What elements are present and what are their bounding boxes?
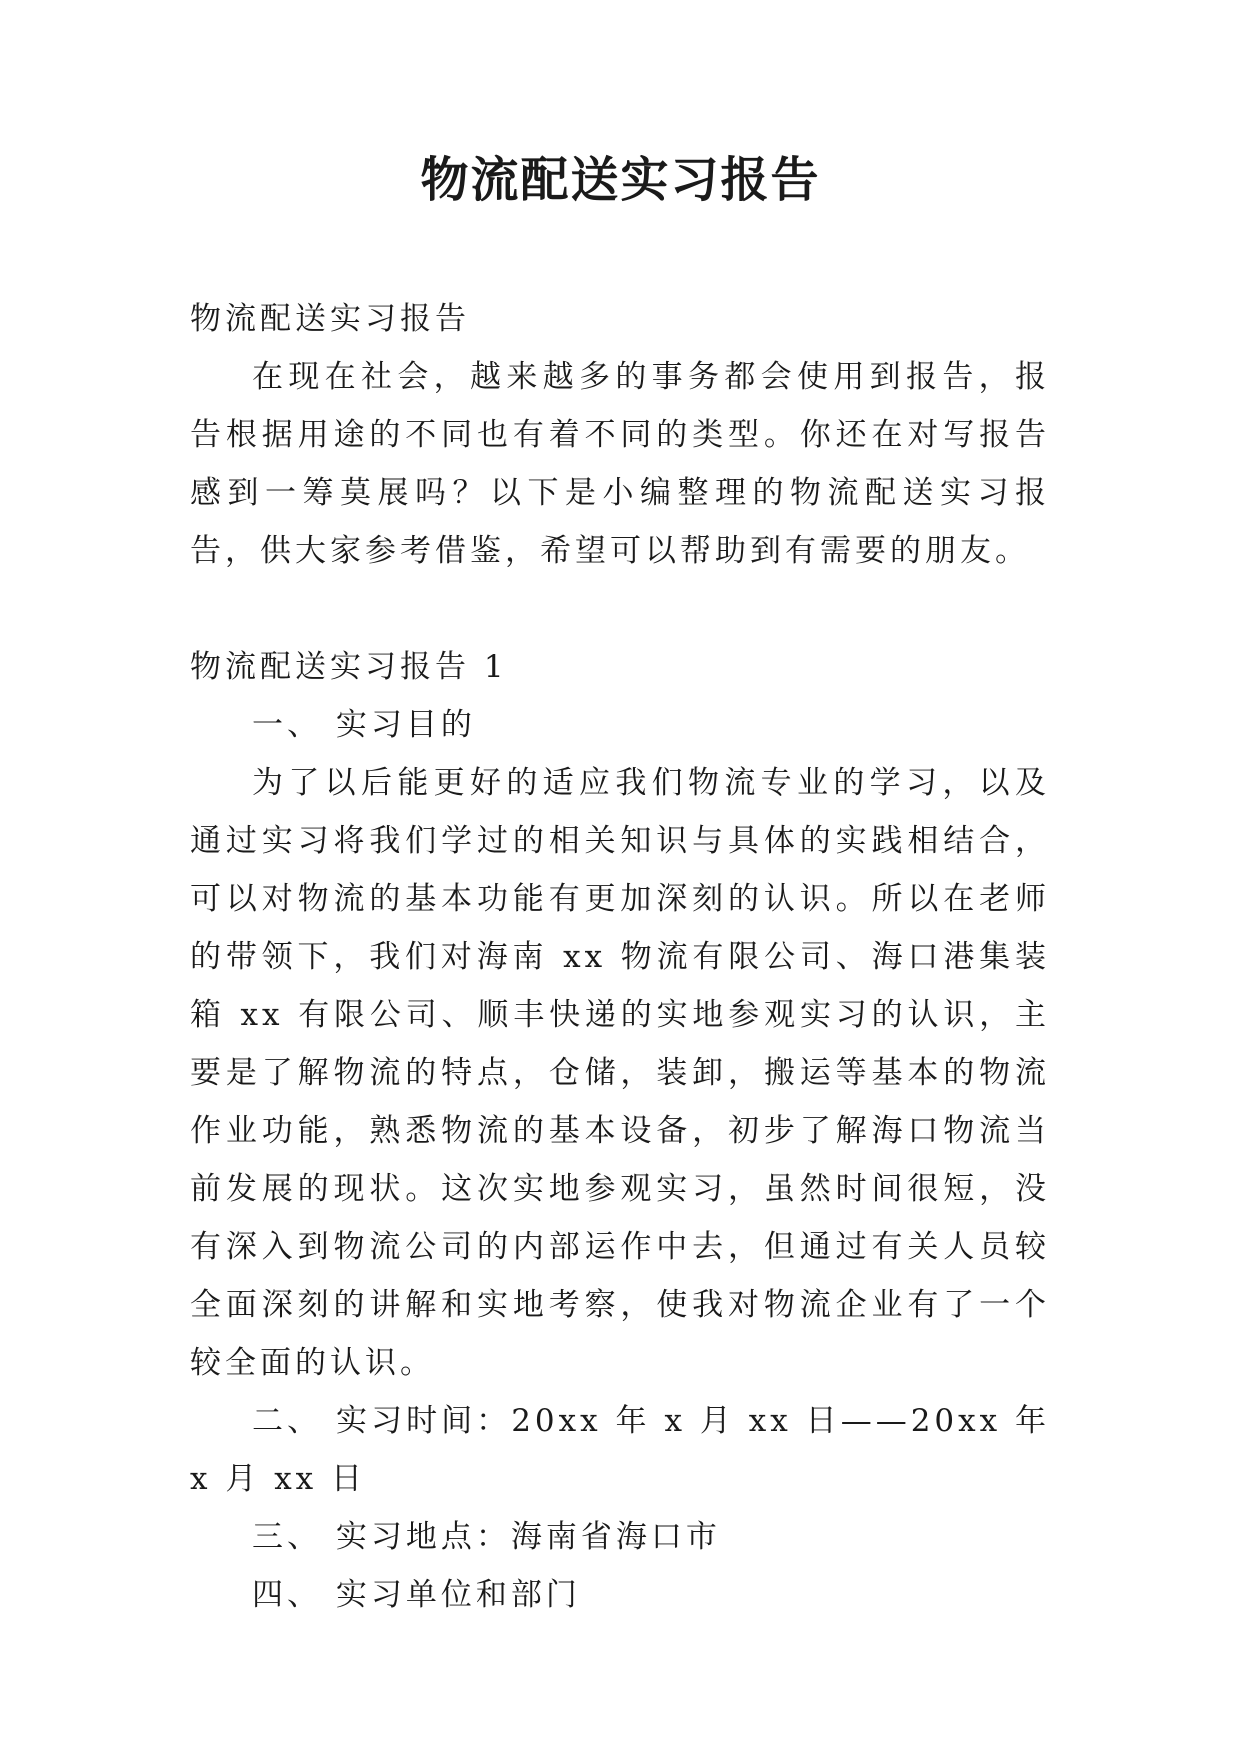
section-heading: 物流配送实习报告 1 [190, 649, 508, 685]
intro-paragraph: 在现在社会，越来越多的事务都会使用到报告，报告根据用途的不同也有着不同的类型。你还在对写报告感到一筹莫展吗？以下是小编整理的物流配送实习报告，供大家参考借鉴，希望可以帮助到有需要的朋友。 [190, 359, 1050, 569]
document-title: 物流配送实习报告 [420, 152, 821, 208]
item-internship-unit: 四、 实习单位和部门 [252, 1577, 581, 1613]
purpose-paragraph: 为了以后能更好的适应我们物流专业的学习，以及通过实习将我们学过的相关知识与具体的实践相结合，可以对物流的基本功能有更加深刻的认识。所以在老师的带领下，我们对海南 xx 物流有限公司、海口港集装箱 xx 有限公司、顺丰快递的实地参观实习的认识，主要是了解物流的特点，仓储，装卸，搬运等基本的物流作业功能，熟悉物流的基本设备，初步了解海口物流当前发展的现状。这次实地参观实习，虽然时间很短，没有深入到物流公司的内部运作中去，但通过有关人员较全面深刻的讲解和实地考察，使我对物流企业有了一个较全面的认识。 [190, 765, 1050, 1381]
document-body [190, 290, 1050, 1624]
document-subtitle: 物流配送实习报告 [190, 301, 470, 337]
paragraph-spacer [190, 580, 1050, 638]
item-internship-time: 二、 实习时间：20xx 年 x 月 xx 日——20xx 年 x 月 xx 日 [190, 1403, 1050, 1497]
item-internship-location: 三、 实习地点：海南省海口市 [252, 1519, 721, 1555]
item-heading-purpose: 一、 实习目的 [252, 707, 476, 743]
